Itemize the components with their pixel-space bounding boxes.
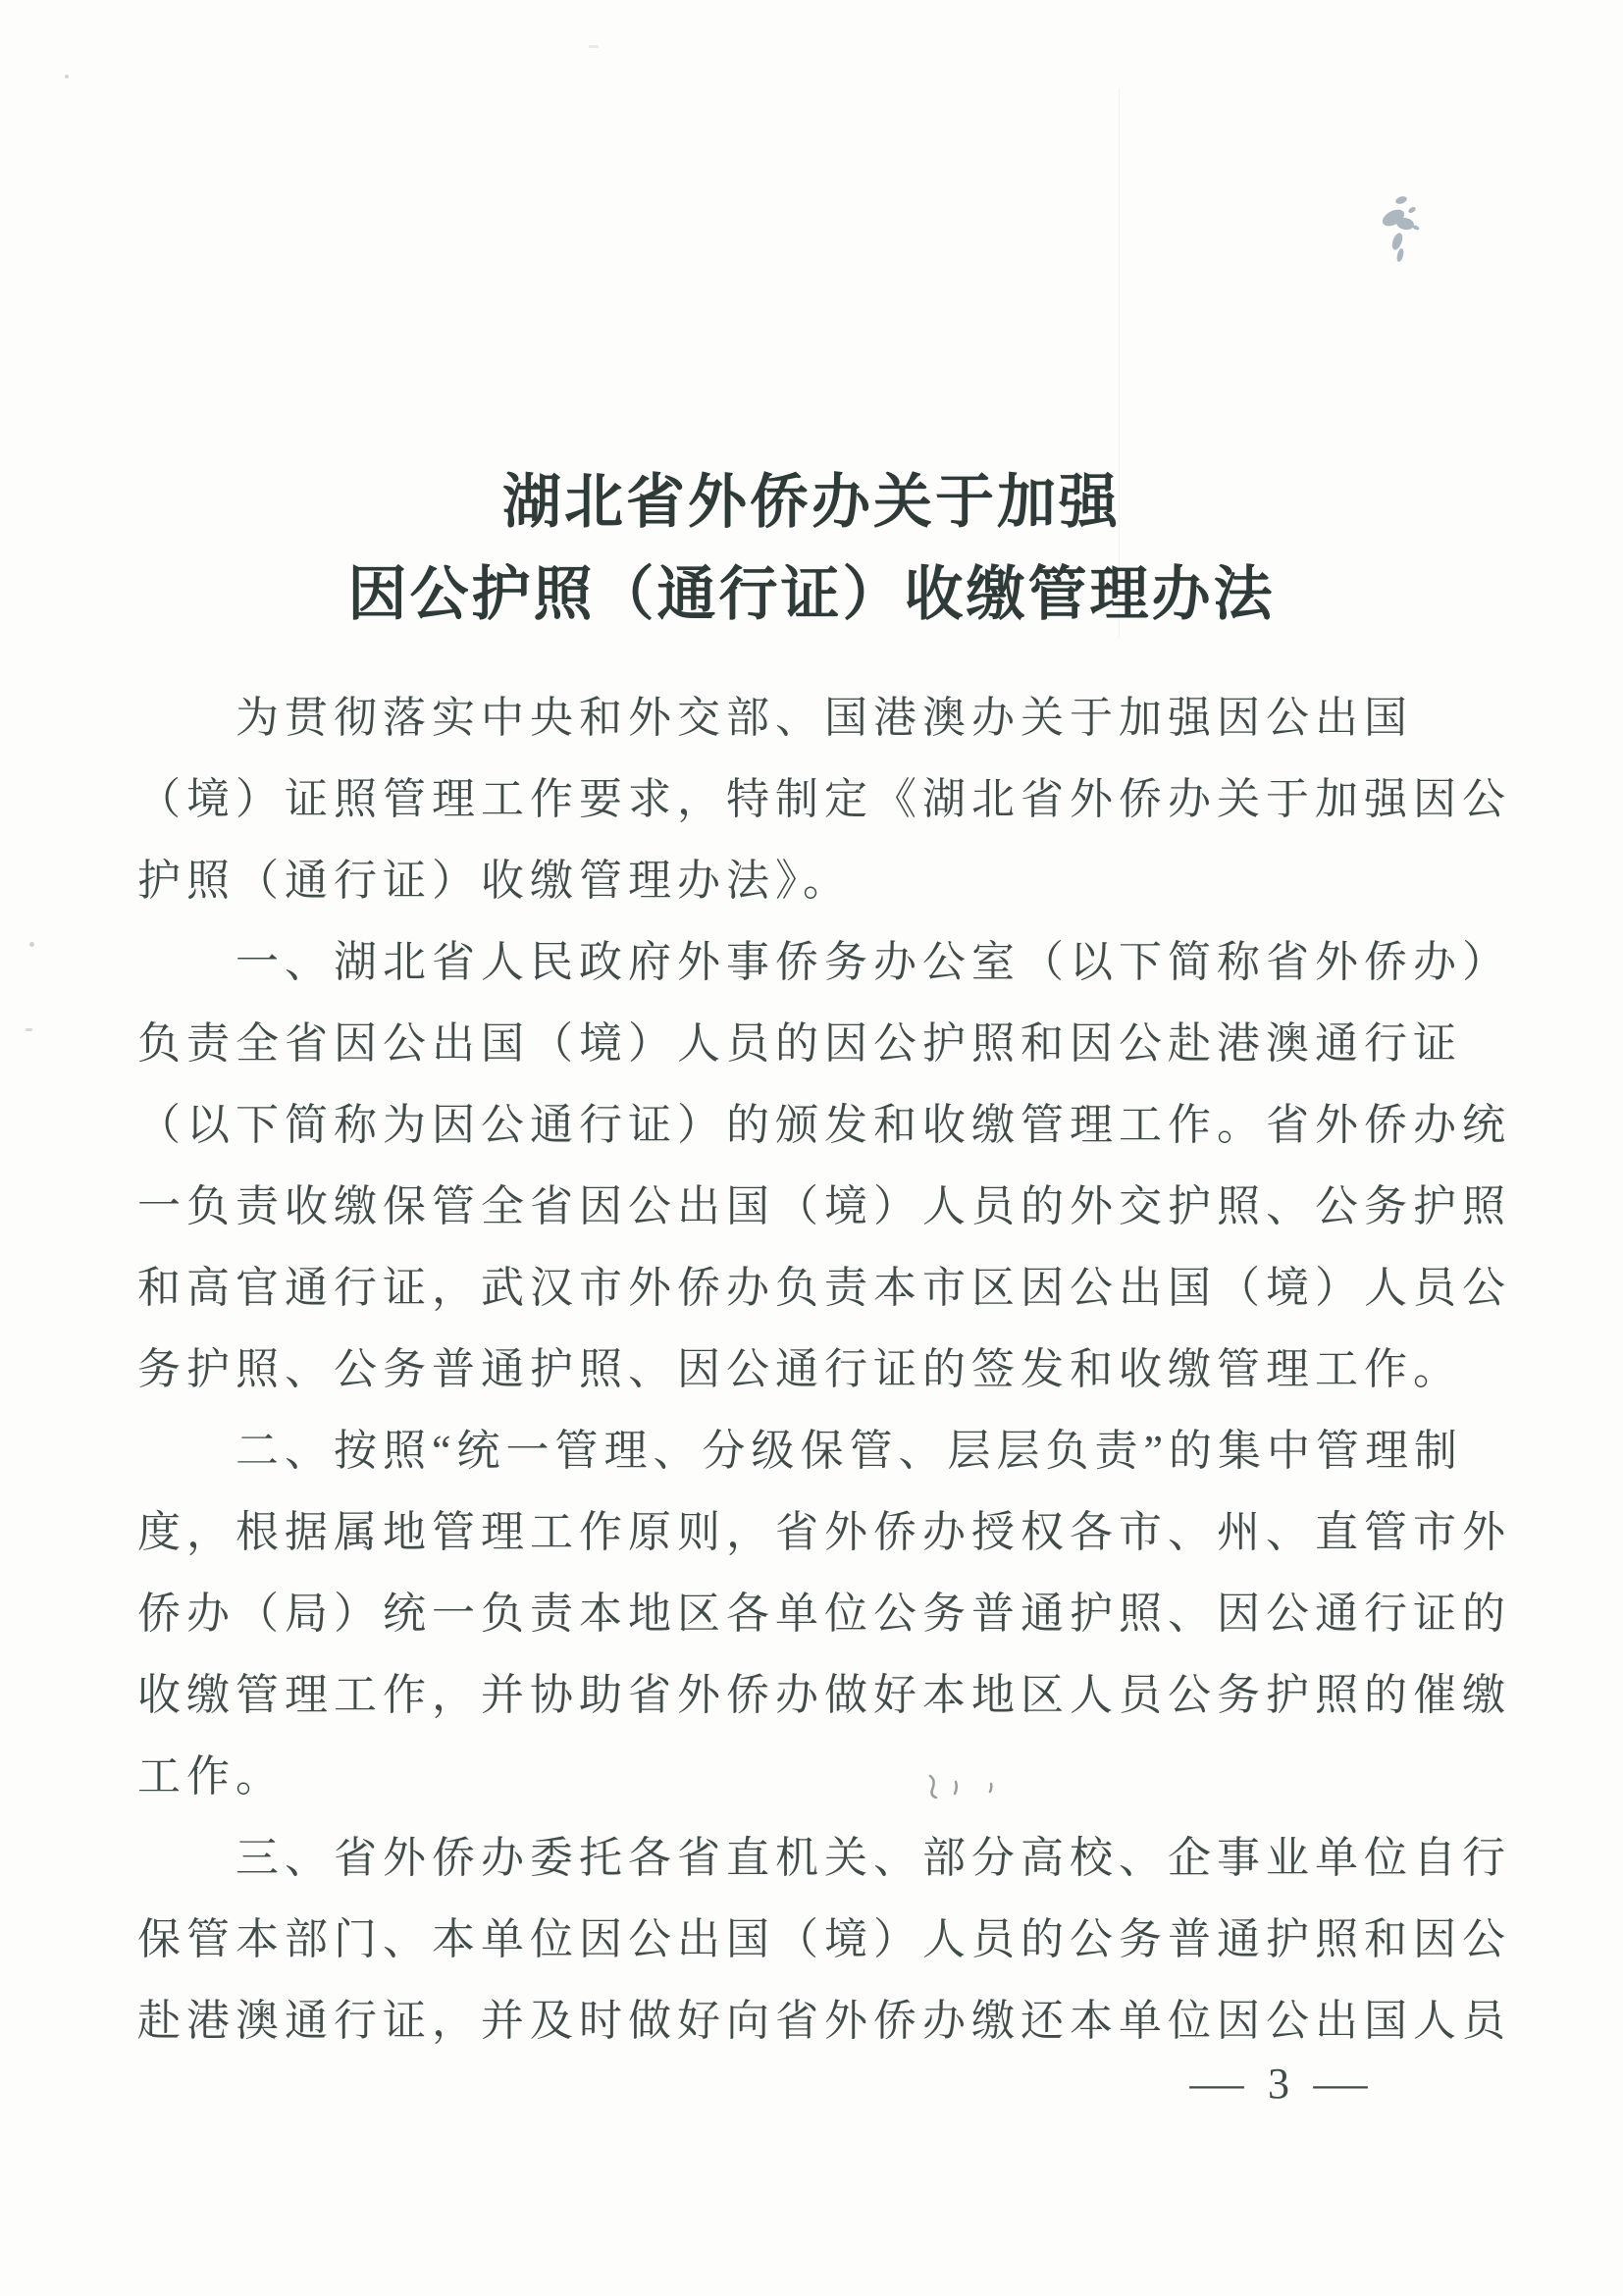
body-line: 护照（通行证）收缴管理办法》。 bbox=[137, 857, 852, 905]
body-line: 和高官通行证，武汉市外侨办负责本市区因公出国（境）人员公 bbox=[137, 1264, 1511, 1312]
ink-smudge-icon bbox=[1372, 186, 1431, 270]
body-line: 负责全省因公出国（境）人员的因公护照和因公赴港澳通行证 bbox=[137, 1019, 1462, 1068]
body-line: 度，根据属地管理工作原则，省外侨办授权各市、州、直管市外 bbox=[137, 1508, 1511, 1556]
scan-speck bbox=[65, 75, 69, 78]
body-line: 侨办（局）统一负责本地区各单位公务普通护照、因公通行证的 bbox=[137, 1590, 1511, 1638]
body-line: 一负责收缴保管全省因公出国（境）人员的外交护照、公务护照 bbox=[137, 1182, 1511, 1230]
footer-dash-right: — bbox=[1313, 2060, 1368, 2108]
body-line: 保管本部门、本单位因公出国（境）人员的公务普通护照和因公 bbox=[137, 1915, 1511, 1963]
page-number bbox=[1189, 2059, 1368, 2109]
body-line: 务护照、公务普通护照、因公通行证的签发和收缴管理工作。 bbox=[137, 1345, 1462, 1393]
footer-page-number: 3 bbox=[1268, 2060, 1289, 2108]
body-line: 为贯彻落实中央和外交部、国港澳办关于加强因公出国 bbox=[236, 694, 1413, 742]
paper-crease-line bbox=[1119, 88, 1120, 638]
body-line: 三、省外侨办委托各省直机关、部分高校、企事业单位自行 bbox=[236, 1834, 1511, 1882]
scan-speck bbox=[26, 1028, 32, 1031]
document-title-line-1: 湖北省外侨办关于加强 bbox=[502, 470, 1121, 535]
body-line: （以下简称为因公通行证）的颁发和收缴管理工作。省外侨办统 bbox=[137, 1101, 1511, 1149]
document-title-line-2: 因公护照（通行证）收缴管理办法 bbox=[347, 562, 1276, 627]
body-line: 收缴管理工作，并协助省外侨办做好本地区人员公务护照的催缴 bbox=[137, 1671, 1511, 1719]
body-line: （境）证照管理工作要求，特制定《湖北省外侨办关于加强因公 bbox=[137, 775, 1511, 823]
scan-speck bbox=[29, 942, 34, 947]
document-body bbox=[137, 677, 1511, 2061]
body-line: 工作。 bbox=[137, 1752, 285, 1800]
body-line: 二、按照“统一管理、分级保管、层层负责”的集中管理制 bbox=[236, 1427, 1464, 1475]
body-line: 赴港澳通行证，并及时做好向省外侨办缴还本单位因公出国人员 bbox=[137, 1997, 1511, 2045]
scan-speck bbox=[589, 45, 599, 48]
footer-dash-left: — bbox=[1189, 2060, 1244, 2108]
body-line: 一、湖北省人民政府外事侨务办公室（以下简称省外侨办） bbox=[236, 938, 1511, 986]
